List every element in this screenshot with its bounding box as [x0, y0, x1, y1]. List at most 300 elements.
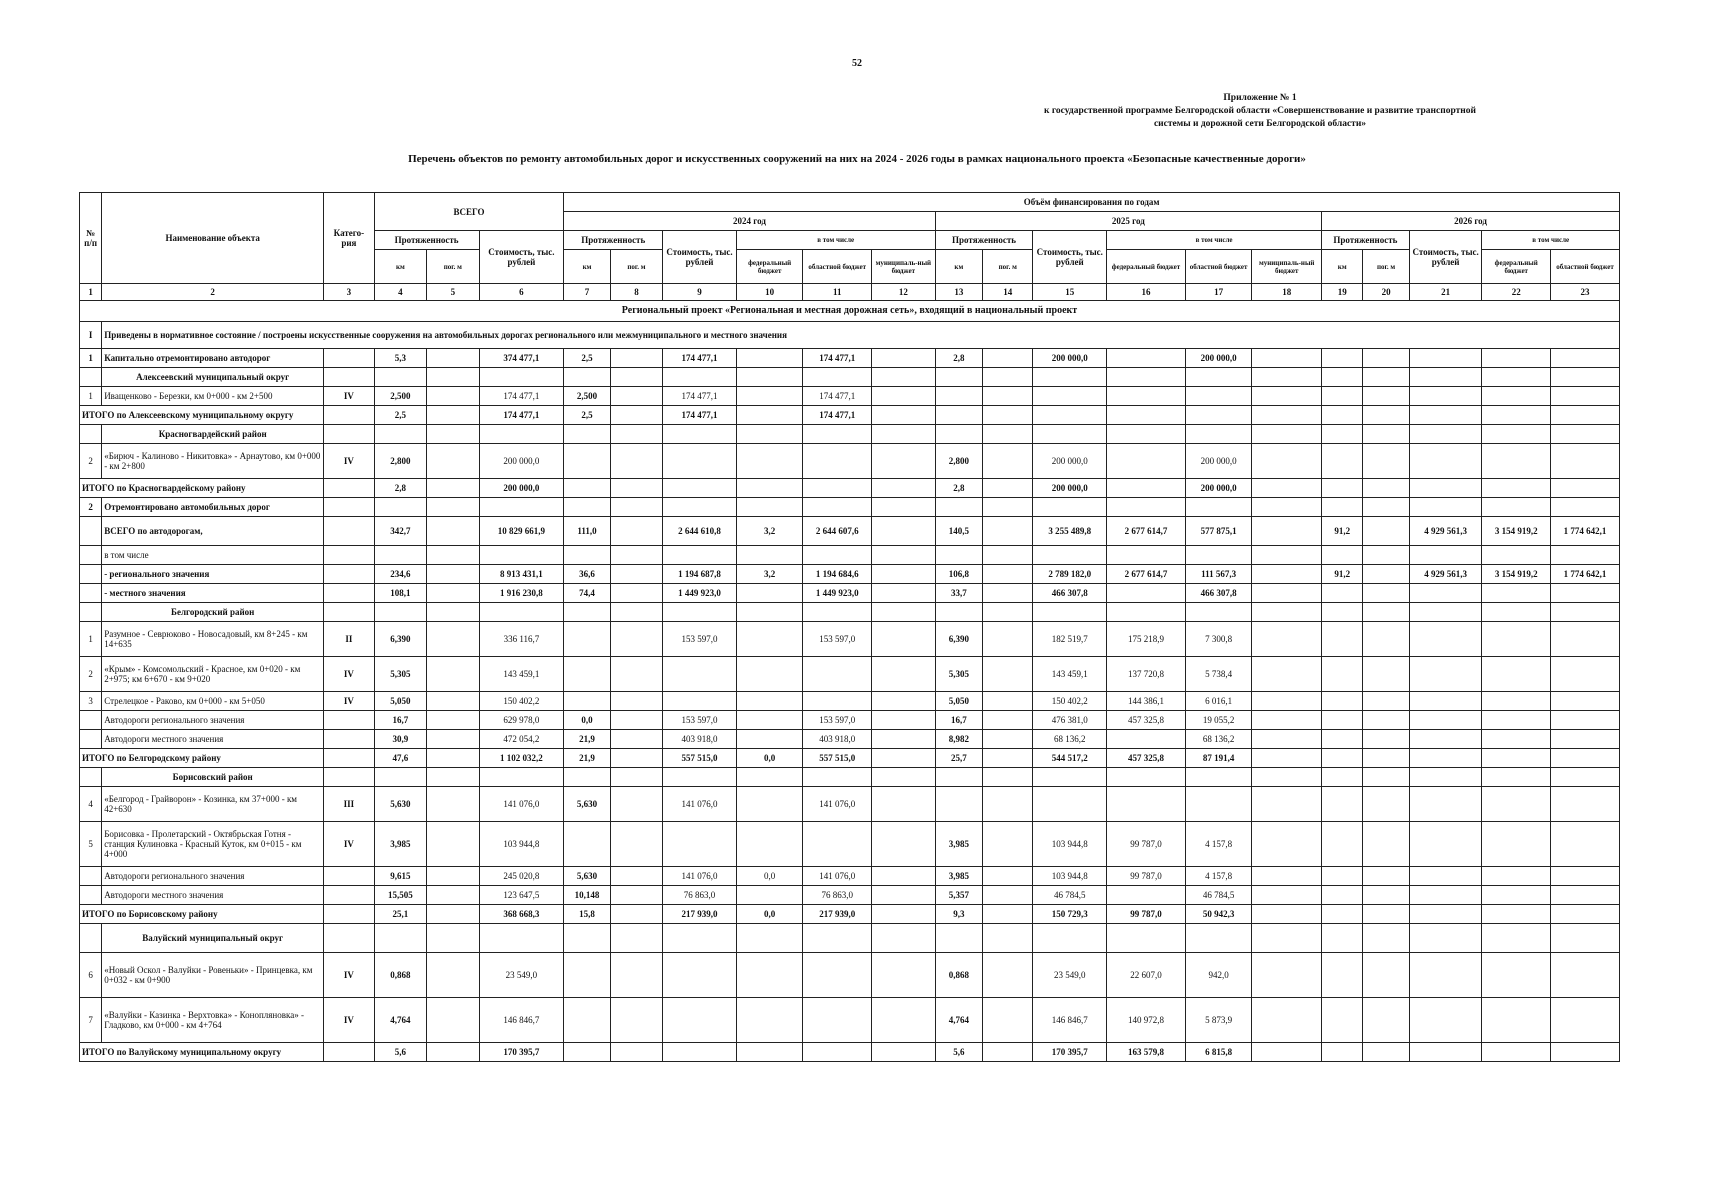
value-cell-col-14 [983, 603, 1033, 622]
value-cell-col-20 [1363, 657, 1409, 692]
value-cell-col-6: 336 116,7 [479, 622, 564, 657]
table-body [80, 284, 1620, 1062]
value-cell-col-8 [610, 603, 662, 622]
value-cell-col-9: 141 076,0 [663, 867, 737, 886]
value-cell-col-4: 16,7 [374, 711, 426, 730]
value-cell-col-5 [427, 749, 479, 768]
column-index-cell: 1 [80, 284, 102, 301]
value-cell-col-15 [1033, 603, 1107, 622]
value-cell-col-6 [479, 768, 564, 787]
column-index-cell: 10 [736, 284, 803, 301]
header-2025-cost: Стоимость, тыс. рублей [1033, 231, 1107, 284]
header-2024: 2024 год [564, 212, 935, 231]
value-cell-col-7 [564, 924, 610, 953]
value-cell-col-23 [1551, 998, 1620, 1043]
value-cell-col-23 [1551, 749, 1620, 768]
header-2026-cost: Стоимость, тыс. рублей [1409, 231, 1482, 284]
value-cell-col-22 [1482, 730, 1551, 749]
value-cell-col-17 [1185, 546, 1252, 565]
header-obl: областной бюджет [1185, 250, 1252, 284]
category-cell [324, 368, 374, 387]
value-cell-col-4: 2,5 [374, 406, 426, 425]
column-index-cell: 6 [479, 284, 564, 301]
value-cell-col-8 [610, 905, 662, 924]
object-name: - регионального значения [102, 565, 324, 584]
value-cell-col-20 [1363, 730, 1409, 749]
row-number: 3 [80, 692, 102, 711]
value-cell-col-10 [736, 444, 803, 479]
value-cell-col-15: 200 000,0 [1033, 349, 1107, 368]
object-name: Борисовка - Пролетарский - Октябрьская Готня - станция Кулиновка - Красный Куток, км 0+015 - км 4+000 [102, 822, 324, 867]
value-cell-col-21 [1409, 584, 1482, 603]
value-cell-col-16 [1107, 546, 1186, 565]
value-cell-col-17: 50 942,3 [1185, 905, 1252, 924]
value-cell-col-13: 5,357 [935, 886, 982, 905]
value-cell-col-18 [1252, 787, 1322, 822]
district-name: Красногвардейский район [102, 425, 324, 444]
value-cell-col-12 [872, 498, 936, 517]
value-cell-col-23 [1551, 603, 1620, 622]
appendix-note [900, 92, 1620, 131]
object-name: Разумное - Севрюково - Новосадовый, км 8+245 - км 14+635 [102, 622, 324, 657]
value-cell-col-13: 5,305 [935, 657, 982, 692]
total-label: ИТОГО по Красногвардейскому району [80, 479, 324, 498]
value-cell-col-4: 4,764 [374, 998, 426, 1043]
value-cell-col-5 [427, 768, 479, 787]
value-cell-col-8 [610, 886, 662, 905]
value-cell-col-15: 200 000,0 [1033, 479, 1107, 498]
value-cell-col-5 [427, 368, 479, 387]
value-cell-col-23 [1551, 349, 1620, 368]
value-cell-col-11 [803, 822, 872, 867]
value-cell-col-12 [872, 768, 936, 787]
value-cell-col-12 [872, 692, 936, 711]
num-cell [80, 603, 102, 622]
value-cell-col-10 [736, 998, 803, 1043]
value-cell-col-19: 91,2 [1322, 517, 1363, 546]
value-cell-col-13: 140,5 [935, 517, 982, 546]
row-number: 6 [80, 953, 102, 998]
value-cell-col-6: 10 829 661,9 [479, 517, 564, 546]
value-cell-col-12 [872, 953, 936, 998]
district-name: Белгородский район [102, 603, 324, 622]
value-cell-col-22 [1482, 886, 1551, 905]
value-cell-col-14 [983, 867, 1033, 886]
district-row [80, 603, 1620, 622]
value-cell-col-22 [1482, 711, 1551, 730]
value-cell-col-9: 174 477,1 [663, 349, 737, 368]
value-cell-col-19 [1322, 953, 1363, 998]
value-cell-col-8 [610, 622, 662, 657]
category-cell: IV [324, 444, 374, 479]
value-cell-col-5 [427, 692, 479, 711]
value-cell-col-11 [803, 603, 872, 622]
value-cell-col-6 [479, 425, 564, 444]
value-cell-col-4: 5,305 [374, 657, 426, 692]
value-cell-col-22 [1482, 953, 1551, 998]
value-cell-col-21 [1409, 905, 1482, 924]
value-cell-col-21 [1409, 498, 1482, 517]
value-cell-col-4: 234,6 [374, 565, 426, 584]
value-cell-col-18 [1252, 584, 1322, 603]
value-cell-col-16: 175 218,9 [1107, 622, 1186, 657]
value-cell-col-6: 8 913 431,1 [479, 565, 564, 584]
column-index-cell: 22 [1482, 284, 1551, 301]
table-row [80, 822, 1620, 867]
value-cell-col-19 [1322, 711, 1363, 730]
value-cell-col-5 [427, 657, 479, 692]
value-cell-col-11: 403 918,0 [803, 730, 872, 749]
district-row [80, 768, 1620, 787]
object-name: Автодороги местного значения [102, 730, 324, 749]
value-cell-col-8 [610, 498, 662, 517]
value-cell-col-15 [1033, 498, 1107, 517]
value-cell-col-18 [1252, 546, 1322, 565]
value-cell-col-10 [736, 603, 803, 622]
value-cell-col-18 [1252, 998, 1322, 1043]
value-cell-col-6: 174 477,1 [479, 387, 564, 406]
district-row [80, 368, 1620, 387]
value-cell-col-19 [1322, 584, 1363, 603]
value-cell-col-22 [1482, 406, 1551, 425]
header-km: км [1322, 250, 1363, 284]
value-cell-col-16 [1107, 768, 1186, 787]
value-cell-col-4: 2,800 [374, 444, 426, 479]
value-cell-col-23 [1551, 584, 1620, 603]
value-cell-col-17: 46 784,5 [1185, 886, 1252, 905]
header-km: км [374, 250, 426, 284]
value-cell-col-5 [427, 406, 479, 425]
value-cell-col-17: 19 055,2 [1185, 711, 1252, 730]
table-row [80, 886, 1620, 905]
category-cell: IV [324, 387, 374, 406]
value-cell-col-11: 174 477,1 [803, 387, 872, 406]
value-cell-col-7 [564, 1043, 610, 1062]
value-cell-col-8 [610, 657, 662, 692]
column-index-cell: 16 [1107, 284, 1186, 301]
value-cell-col-19 [1322, 924, 1363, 953]
value-cell-col-13: 33,7 [935, 584, 982, 603]
value-cell-col-10 [736, 768, 803, 787]
value-cell-col-20 [1363, 603, 1409, 622]
value-cell-col-20 [1363, 953, 1409, 998]
value-cell-col-18 [1252, 692, 1322, 711]
value-cell-col-5 [427, 498, 479, 517]
value-cell-col-14 [983, 822, 1033, 867]
value-cell-col-7 [564, 998, 610, 1043]
row-number [80, 565, 102, 584]
value-cell-col-15 [1033, 546, 1107, 565]
header-pogm: пог. м [610, 250, 662, 284]
value-cell-col-22 [1482, 546, 1551, 565]
value-cell-col-7 [564, 692, 610, 711]
value-cell-col-4: 47,6 [374, 749, 426, 768]
value-cell-col-21 [1409, 406, 1482, 425]
table-row [80, 622, 1620, 657]
value-cell-col-10 [736, 1043, 803, 1062]
header-category: Катего-рия [324, 193, 374, 284]
value-cell-col-19 [1322, 546, 1363, 565]
total-row [80, 749, 1620, 768]
row-number [80, 886, 102, 905]
value-cell-col-7 [564, 622, 610, 657]
value-cell-col-12 [872, 406, 936, 425]
value-cell-col-12 [872, 546, 936, 565]
value-cell-col-17: 5 873,9 [1185, 998, 1252, 1043]
header-2025-length: Протяженность [935, 231, 1033, 250]
value-cell-col-15: 182 519,7 [1033, 622, 1107, 657]
value-cell-col-7: 74,4 [564, 584, 610, 603]
value-cell-col-8 [610, 517, 662, 546]
category-cell [324, 603, 374, 622]
value-cell-col-23 [1551, 479, 1620, 498]
value-cell-col-18 [1252, 622, 1322, 657]
value-cell-col-22: 3 154 919,2 [1482, 565, 1551, 584]
object-name: - местного значения [102, 584, 324, 603]
value-cell-col-21 [1409, 749, 1482, 768]
value-cell-col-5 [427, 603, 479, 622]
value-cell-col-5 [427, 711, 479, 730]
value-cell-col-20 [1363, 692, 1409, 711]
value-cell-col-6: 368 668,3 [479, 905, 564, 924]
row-number [80, 711, 102, 730]
column-index-cell: 3 [324, 284, 374, 301]
value-cell-col-7 [564, 425, 610, 444]
value-cell-col-16 [1107, 444, 1186, 479]
value-cell-col-22 [1482, 622, 1551, 657]
value-cell-col-21: 4 929 561,3 [1409, 565, 1482, 584]
value-cell-col-23 [1551, 406, 1620, 425]
value-cell-col-12 [872, 749, 936, 768]
value-cell-col-17: 942,0 [1185, 953, 1252, 998]
district-name: Борисовский район [102, 768, 324, 787]
value-cell-col-8 [610, 349, 662, 368]
column-index-cell: 7 [564, 284, 610, 301]
value-cell-col-17: 87 191,4 [1185, 749, 1252, 768]
table-row [80, 711, 1620, 730]
value-cell-col-5 [427, 998, 479, 1043]
value-cell-col-19 [1322, 444, 1363, 479]
value-cell-col-13 [935, 368, 982, 387]
value-cell-col-14 [983, 1043, 1033, 1062]
value-cell-col-23 [1551, 692, 1620, 711]
value-cell-col-5 [427, 565, 479, 584]
value-cell-col-21 [1409, 730, 1482, 749]
value-cell-col-9: 217 939,0 [663, 905, 737, 924]
value-cell-col-14 [983, 924, 1033, 953]
value-cell-col-14 [983, 517, 1033, 546]
value-cell-col-13 [935, 924, 982, 953]
value-cell-col-6: 141 076,0 [479, 787, 564, 822]
value-cell-col-22 [1482, 768, 1551, 787]
value-cell-col-13: 2,800 [935, 444, 982, 479]
category-cell [324, 406, 374, 425]
value-cell-col-9: 153 597,0 [663, 622, 737, 657]
value-cell-col-8 [610, 998, 662, 1043]
value-cell-col-5 [427, 387, 479, 406]
value-cell-col-9: 1 449 923,0 [663, 584, 737, 603]
header-mun: муниципаль-ный бюджет [1252, 250, 1322, 284]
value-cell-col-13: 3,985 [935, 867, 982, 886]
value-cell-col-18 [1252, 425, 1322, 444]
total-label: ИТОГО по Борисовскому району [80, 905, 324, 924]
value-cell-col-19 [1322, 1043, 1363, 1062]
value-cell-col-18 [1252, 349, 1322, 368]
value-cell-col-8 [610, 546, 662, 565]
value-cell-col-21 [1409, 425, 1482, 444]
value-cell-col-20 [1363, 886, 1409, 905]
header-2026: 2026 год [1322, 212, 1620, 231]
header-pogm: пог. м [983, 250, 1033, 284]
value-cell-col-8 [610, 822, 662, 867]
value-cell-col-23 [1551, 953, 1620, 998]
total-label: ИТОГО по Алексеевскому муниципальному округу [80, 406, 324, 425]
value-cell-col-10 [736, 711, 803, 730]
value-cell-col-7: 111,0 [564, 517, 610, 546]
value-cell-col-10 [736, 953, 803, 998]
value-cell-col-17 [1185, 787, 1252, 822]
value-cell-col-5 [427, 953, 479, 998]
value-cell-col-12 [872, 349, 936, 368]
value-cell-col-13 [935, 603, 982, 622]
value-cell-col-23 [1551, 730, 1620, 749]
value-cell-col-20 [1363, 924, 1409, 953]
value-cell-col-6: 170 395,7 [479, 1043, 564, 1062]
row-number: 1 [80, 349, 102, 368]
value-cell-col-22 [1482, 867, 1551, 886]
objects-table [79, 192, 1620, 1062]
value-cell-col-16: 99 787,0 [1107, 867, 1186, 886]
value-cell-col-23: 1 774 642,1 [1551, 517, 1620, 546]
value-cell-col-17 [1185, 498, 1252, 517]
value-cell-col-11 [803, 692, 872, 711]
value-cell-col-5 [427, 867, 479, 886]
value-cell-col-10 [736, 787, 803, 822]
row-number: 2 [80, 444, 102, 479]
value-cell-col-13: 3,985 [935, 822, 982, 867]
section-I-row [80, 322, 1620, 349]
object-name: «Валуйки - Казинка - Верхтовка» - Конопляновка» - Гладково, км 0+000 - км 4+764 [102, 998, 324, 1043]
value-cell-col-6: 23 549,0 [479, 953, 564, 998]
header-2024-incl: в том числе [736, 231, 935, 250]
district-name: Алексеевский муниципальный округ [102, 368, 324, 387]
value-cell-col-4 [374, 768, 426, 787]
column-index-cell: 2 [102, 284, 324, 301]
value-cell-col-17 [1185, 603, 1252, 622]
value-cell-col-11 [803, 444, 872, 479]
section-I-num: I [80, 322, 102, 349]
value-cell-col-4: 2,500 [374, 387, 426, 406]
value-cell-col-14 [983, 565, 1033, 584]
value-cell-col-13: 6,390 [935, 622, 982, 657]
value-cell-col-12 [872, 924, 936, 953]
value-cell-col-23 [1551, 387, 1620, 406]
value-cell-col-5 [427, 905, 479, 924]
value-cell-col-11: 557 515,0 [803, 749, 872, 768]
value-cell-col-14 [983, 730, 1033, 749]
value-cell-col-4: 3,985 [374, 822, 426, 867]
value-cell-col-11 [803, 657, 872, 692]
header-obl: областной бюджет [1551, 250, 1620, 284]
category-cell [324, 1043, 374, 1062]
value-cell-col-14 [983, 787, 1033, 822]
value-cell-col-15 [1033, 787, 1107, 822]
value-cell-col-5 [427, 444, 479, 479]
value-cell-col-15: 143 459,1 [1033, 657, 1107, 692]
value-cell-col-14 [983, 444, 1033, 479]
value-cell-col-21 [1409, 787, 1482, 822]
value-cell-col-18 [1252, 886, 1322, 905]
row-number [80, 517, 102, 546]
value-cell-col-11: 141 076,0 [803, 787, 872, 822]
value-cell-col-18 [1252, 730, 1322, 749]
header-num: № п/п [80, 193, 102, 284]
value-cell-col-10 [736, 622, 803, 657]
district-name: Валуйский муниципальный округ [102, 924, 324, 953]
value-cell-col-5 [427, 517, 479, 546]
value-cell-col-4: 25,1 [374, 905, 426, 924]
value-cell-col-7 [564, 822, 610, 867]
value-cell-col-6: 245 020,8 [479, 867, 564, 886]
value-cell-col-14 [983, 998, 1033, 1043]
value-cell-col-20 [1363, 546, 1409, 565]
value-cell-col-20 [1363, 584, 1409, 603]
category-cell [324, 711, 374, 730]
value-cell-col-10 [736, 546, 803, 565]
value-cell-col-7: 2,500 [564, 387, 610, 406]
value-cell-col-12 [872, 867, 936, 886]
header-fed: федеральный бюджет [1107, 250, 1186, 284]
value-cell-col-4: 5,3 [374, 349, 426, 368]
table-row [80, 953, 1620, 998]
row-number: 2 [80, 657, 102, 692]
value-cell-col-11 [803, 768, 872, 787]
value-cell-col-16 [1107, 387, 1186, 406]
value-cell-col-22 [1482, 692, 1551, 711]
value-cell-col-18 [1252, 905, 1322, 924]
value-cell-col-22 [1482, 1043, 1551, 1062]
value-cell-col-4 [374, 425, 426, 444]
value-cell-col-18 [1252, 479, 1322, 498]
value-cell-col-9 [663, 498, 737, 517]
value-cell-col-21: 4 929 561,3 [1409, 517, 1482, 546]
value-cell-col-19 [1322, 886, 1363, 905]
value-cell-col-22: 3 154 919,2 [1482, 517, 1551, 546]
value-cell-col-6 [479, 924, 564, 953]
value-cell-col-13: 5,050 [935, 692, 982, 711]
value-cell-col-19 [1322, 387, 1363, 406]
value-cell-col-8 [610, 953, 662, 998]
value-cell-col-17 [1185, 387, 1252, 406]
value-cell-col-4: 9,615 [374, 867, 426, 886]
value-cell-col-17: 577 875,1 [1185, 517, 1252, 546]
num-cell [80, 368, 102, 387]
value-cell-col-16 [1107, 886, 1186, 905]
object-name: Стрелецкое - Раково, км 0+000 - км 5+050 [102, 692, 324, 711]
value-cell-col-15: 46 784,5 [1033, 886, 1107, 905]
value-cell-col-14 [983, 692, 1033, 711]
value-cell-col-5 [427, 584, 479, 603]
header-fed: федеральный бюджет [1482, 250, 1551, 284]
value-cell-col-9: 403 918,0 [663, 730, 737, 749]
value-cell-col-10 [736, 584, 803, 603]
table-row [80, 998, 1620, 1043]
value-cell-col-14 [983, 584, 1033, 603]
column-index-cell: 11 [803, 284, 872, 301]
value-cell-col-6: 146 846,7 [479, 998, 564, 1043]
value-cell-col-9 [663, 1043, 737, 1062]
value-cell-col-18 [1252, 953, 1322, 998]
